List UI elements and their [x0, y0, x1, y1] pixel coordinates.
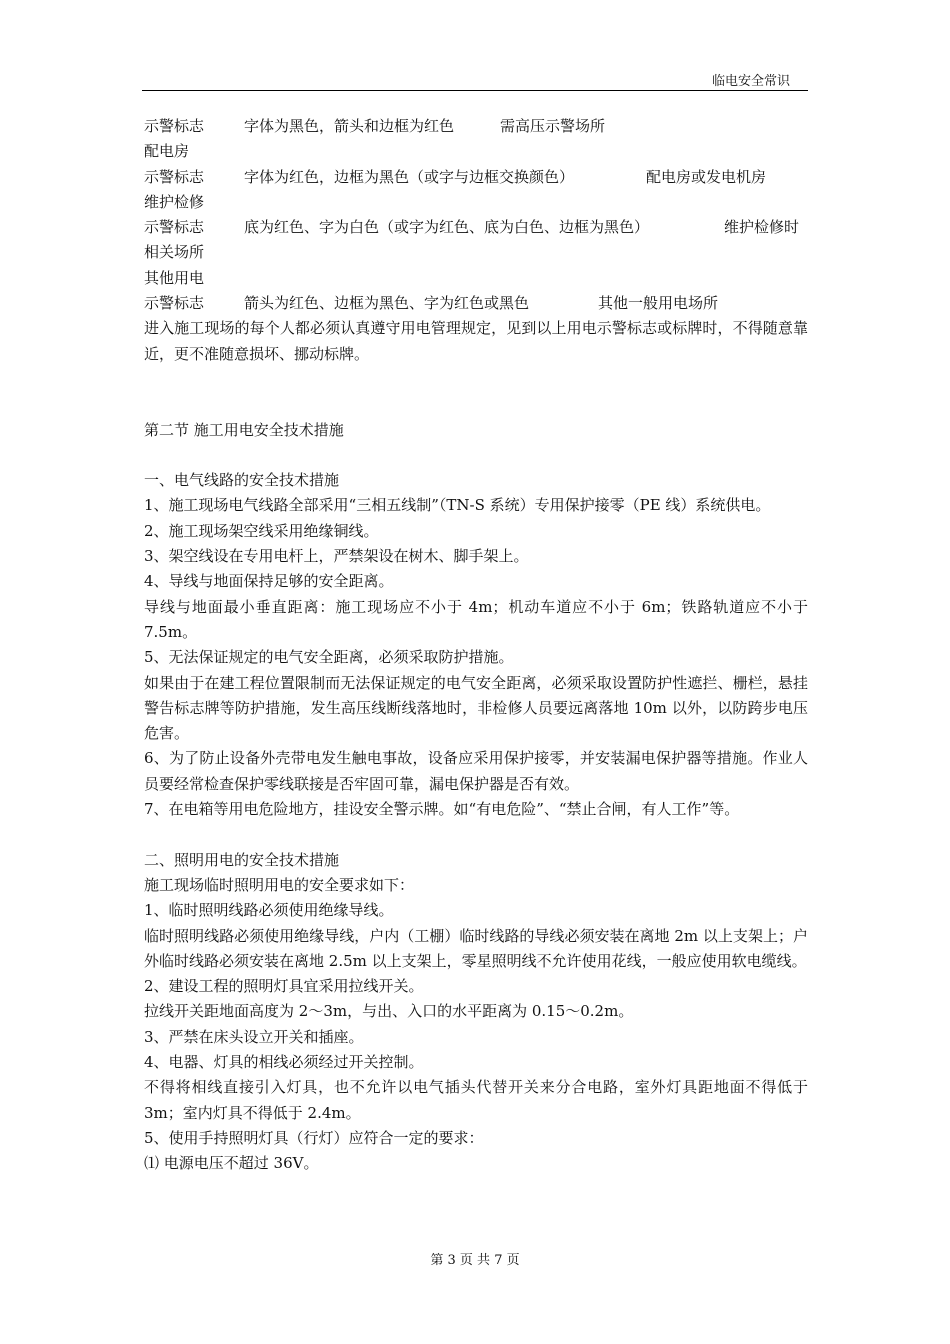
paragraph: 5、使用手持照明灯具（行灯）应符合一定的要求：	[144, 1128, 484, 1147]
sign-row	[144, 215, 808, 240]
sign-heading: 其他用电	[144, 268, 205, 287]
sign-desc: 箭头为红色、边框为黑色、字为红色或黑色	[244, 294, 530, 313]
paragraph: 6、为了防止设备外壳带电发生触电事故，设备应采用保护接零，并安装漏电保护器等措施。作业人员要经常检查保护零线联接是否牢固可靠，漏电保护器是否有效。	[144, 749, 808, 793]
sign-desc: 底为红色、字为白色（或字为红色、底为白色、边框为黑色）	[244, 218, 650, 237]
header-title: 临电安全常识	[711, 74, 790, 89]
sign-place: 维护检修时	[724, 218, 800, 237]
sign-heading: 相关场所	[144, 243, 205, 262]
paragraph: 4、电器、灯具的相线必须经过开关控制。	[144, 1052, 424, 1071]
paragraph: 5、无法保证规定的电气安全距离，必须采取防护措施。	[144, 648, 514, 667]
sign-desc: 字体为红色，边框为黑色（或字与边框交换颜色）	[244, 167, 575, 186]
document-body	[144, 114, 808, 1176]
sign-desc: 字体为黑色，箭头和边框为红色	[244, 117, 455, 135]
sign-heading: 配电房	[144, 142, 190, 161]
paragraph: 如果由于在建工程位置限制而无法保证规定的电气安全距离，必须采取设置防护性遮拦、栅栏，悬挂警告标志牌等防护措施，发生高压线断线落地时，非检修人员要远离落地 10m 以外，以防跨步电压危害。	[144, 673, 808, 743]
paragraph: 2、建设工程的照明灯具宜采用拉线开关。	[144, 977, 424, 996]
sign-row	[144, 165, 808, 190]
page-footer	[0, 1249, 950, 1268]
part1-title: 一、电气线路的安全技术措施	[144, 471, 340, 490]
sign-place: 其他一般用电场所	[598, 294, 719, 313]
sign-place: 配电房或发电机房	[646, 167, 767, 186]
sign-label: 示警标志	[144, 218, 205, 237]
sign-label: 示警标志	[144, 167, 205, 186]
paragraph: 1、临时照明线路必须使用绝缘导线。	[144, 901, 394, 920]
sign-heading: 维护检修	[144, 192, 205, 211]
paragraph: 导线与地面最小垂直距离：施工现场应不小于 4m；机动车道应不小于 6m；铁路轨道应不小于 7.5m。	[144, 597, 808, 641]
sign-row	[144, 114, 808, 139]
paragraph: 3、严禁在床头设立开关和插座。	[144, 1027, 364, 1046]
sign-label: 示警标志	[144, 294, 205, 313]
intro-paragraph: 进入施工现场的每个人都必须认真遵守用电管理规定，见到以上用电示警标志或标牌时，不得随意靠近，更不准随意损坏、挪动标牌。	[144, 319, 808, 363]
sign-label: 示警标志	[144, 117, 205, 135]
page-header	[142, 68, 808, 91]
paragraph: 施工现场临时照明用电的安全要求如下：	[144, 875, 415, 894]
part2-title: 二、照明用电的安全技术措施	[144, 850, 340, 869]
paragraph: 不得将相线直接引入灯具，也不允许以电气插头代替开关来分合电路，室外灯具距地面不得低于 3m；室内灯具不得低于 2.4m。	[144, 1078, 808, 1122]
sign-place: 需高压示警场所	[500, 117, 606, 135]
paragraph: 临时照明线路必须使用绝缘导线，户内（工棚）临时线路的导线必须安装在离地 2m 以上支架上；户外临时线路必须安装在离地 2.5m 以上支架上，零星照明线不允许使用花线，一般应使用软电缆线。	[144, 926, 808, 970]
paragraph: 7、在电箱等用电危险地方，挂设安全警示牌。如“有电危险”、“禁止合闸，有人工作”等。	[144, 800, 740, 819]
paragraph: ⑴ 电源电压不超过 36V。	[144, 1154, 319, 1173]
page-number: 第 3 页 共 7 页	[430, 1253, 520, 1268]
paragraph: 2、施工现场架空线采用绝缘铜线。	[144, 521, 379, 540]
paragraph: 1、施工现场电气线路全部采用“三相五线制”（TN-S 系统）专用保护接零（PE 线）系统供电。	[144, 496, 771, 515]
paragraph: 3、架空线设在专用电杆上，严禁架设在树木、脚手架上。	[144, 547, 529, 566]
section-title: 第二节 施工用电安全技术措施	[144, 420, 344, 439]
paragraph: 拉线开关距地面高度为 2～3m，与出、入口的水平距离为 0.15～0.2m。	[144, 1002, 634, 1021]
paragraph: 4、导线与地面保持足够的安全距离。	[144, 572, 394, 591]
sign-row	[144, 291, 808, 316]
